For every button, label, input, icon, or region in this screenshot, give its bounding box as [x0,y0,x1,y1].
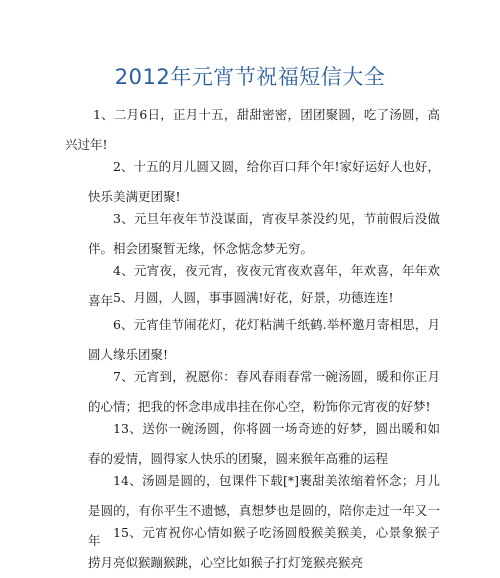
paragraph-3: 3、元旦年夜年节没谋面，宵夜早茶没约见，节前假后没做伴。相会团聚暂无缘，怀念惦念梦无穷。 [88,211,440,256]
paragraph-5: 5、月圆，人圆，事事圆满!好花，好景，功德连连! [113,290,394,305]
paragraph-1: 1、二月6日，正月十五，甜甜密密，团团聚圆，吃了汤圆，高兴过年! [65,107,440,152]
paragraph-6: 6、元宵佳节闹花灯，花灯粘满千纸鹤.举杯邀月寄相思，月圆人缘乐团聚! [88,317,440,362]
paragraph-9: 14、汤圆是圆的，包课件下载[*]裹甜美浓缩着怀念；月儿是圆的，有你平生不遗憾，真想梦也是圆的，陪你走过一年又一年 [88,473,440,548]
paragraph-8: 13、送你一碗汤圆，你将圆一场奇迹的好梦，圆出暖和如春的爱情，圆得家人快乐的团聚，圆来猴年高雅的运程 [88,421,440,466]
paragraph-4: 4、元宵夜，夜元宵，夜夜元宵夜欢喜年，年欢喜，年年欢喜年 [88,263,440,308]
paragraph-2: 2、十五的月儿圆又圆，给你百口拜个年!家好运好人也好，快乐美满更团聚! [88,159,440,204]
paragraph-10: 15、元宵祝你心情如猴子吃汤圆般猴美猴美，心景象猴子捞月亮似猴蹦猴跳，心空比如猴子打灯笼猴亮猴亮 [88,525,440,570]
document-title: 2012年元宵节祝福短信大全 [114,65,386,89]
paragraph-7: 7、元宵到，祝愿你：春风春雨春常一碗汤圆，暖和你正月的心情；把我的怀念串成串挂在你心空，粉饰你元宵夜的好梦! [88,369,440,414]
